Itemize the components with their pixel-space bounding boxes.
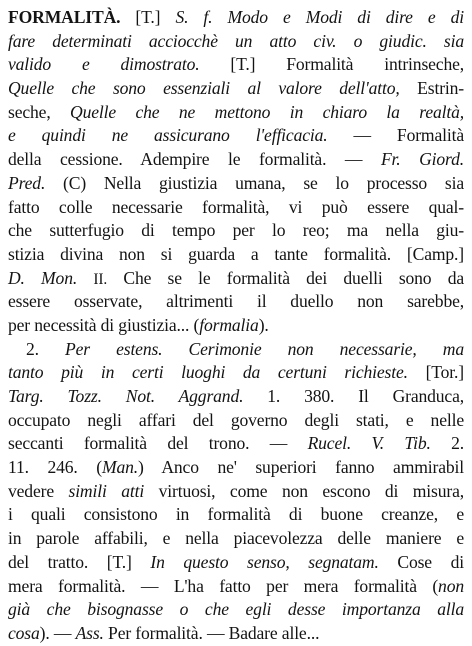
text-segment: seccanti formalità del trono. — [8, 433, 308, 454]
text-line [8, 575, 464, 599]
headword: FORMALITÀ. [8, 7, 121, 27]
text-line [8, 196, 464, 220]
text-segment: ) Anco ne' superiori fanno ammirabil [138, 457, 464, 478]
italic-text: Pred. [8, 172, 46, 193]
text-segment: 1. 380. Il Granduca, [243, 386, 464, 406]
italic-text: fare determinati acciocchè un atto civ. o giudic. sia [8, 30, 464, 51]
text-line [8, 77, 464, 101]
italic-text: In questo senso, segnatam. [150, 551, 379, 572]
text-segment: occupato negli affari del governo degli stati, e nelle [8, 409, 464, 430]
text-segment: per necessità di giustizia... ( [8, 314, 200, 335]
text-segment: Per formalità. — Badare alle... [103, 622, 320, 643]
text-segment: mera formalità. — L'ha fatto per mera formalità ( [8, 575, 439, 596]
text-segment: 2. [26, 338, 66, 359]
italic-text: Rucel. V. Tib. [307, 433, 431, 454]
text-line [8, 622, 464, 646]
italic-text: valido e dimostrato. [8, 54, 200, 75]
text-line [8, 267, 464, 291]
italic-text: Per estens. Cerimonie non necessarie, ma [65, 338, 464, 359]
italic-text: Quelle che sono essenziali al valore dell'atto, [8, 78, 400, 99]
text-line [8, 219, 464, 243]
text-segment: 2. [430, 433, 464, 454]
text-segment [77, 268, 93, 288]
italic-text: simili atti [68, 480, 145, 501]
dictionary-entry-formalita [8, 6, 464, 646]
italic-text: formalia [199, 314, 259, 335]
text-line [8, 480, 464, 504]
text-line [8, 456, 464, 480]
text-line [8, 148, 464, 172]
text-line [8, 243, 464, 267]
text-segment: in parole affabili, e nella piacevolezza delle maniere e [8, 528, 464, 549]
text-line [8, 101, 464, 125]
text-segment: vedere [8, 480, 69, 501]
text-line [8, 6, 464, 30]
text-segment: della cessione. Adempire le formalità. — [8, 149, 381, 170]
text-segment: virtuosi, come non escono di misura, [144, 480, 464, 501]
text-segment: [Tor.] [407, 362, 464, 383]
text-segment: i quali consistono in formalità di buone creanze, e [8, 504, 464, 525]
text-segment: che sutterfugio di tempo per lo reo; ma nella giu- [8, 220, 464, 241]
text-segment: Estrin- [399, 78, 464, 99]
italic-text: Quelle che ne mettono in chiaro la realtà, [70, 101, 464, 122]
text-line [8, 53, 464, 77]
italic-text: D. Mon. [8, 267, 78, 288]
text-line [8, 290, 464, 314]
italic-text: e quindi ne assicurano l'efficacia. [8, 125, 328, 146]
text-segment: del tratto. [T.] [8, 551, 151, 572]
text-line [8, 503, 464, 527]
italic-text: cosa [8, 622, 40, 643]
text-line [8, 338, 464, 362]
text-segment: Cose di [378, 551, 464, 572]
text-line [8, 527, 464, 551]
text-line [8, 409, 464, 433]
text-segment: essere osservate, altrimenti il duello non sarebbe, [8, 291, 464, 312]
italic-text: tanto più in certi luoghi da certuni richieste. [8, 362, 408, 383]
text-segment: Che se le formalità dei duelli sono da [107, 267, 465, 288]
text-line [8, 432, 464, 456]
italic-text: Man. [101, 457, 139, 478]
text-segment: stizia divina non si guarda a tante formalità. [Camp.] [8, 243, 464, 264]
text-segment: seche, [8, 101, 71, 122]
italic-text: non [438, 575, 464, 596]
italic-text: già che bisognasse o che egli desse importanza alla [8, 599, 464, 620]
text-segment: [T.] Formalità intrinseche, [199, 54, 465, 75]
italic-text: S. f. Modo e Modi di dire e di [175, 7, 464, 27]
text-line [8, 314, 464, 338]
text-segment: [T.] [120, 7, 176, 27]
roman-numeral: II. [93, 270, 108, 288]
text-segment: fatto colle necessarie formalità, vi può essere qual- [8, 196, 464, 217]
text-segment: 11. 246. ( [8, 457, 102, 478]
text-segment: ). [258, 314, 269, 335]
italic-text: Fr. Giord. [380, 149, 464, 170]
text-line [8, 551, 464, 575]
text-segment: (C) Nella giustizia umana, se lo processo sia [45, 172, 464, 193]
text-line [8, 361, 464, 385]
text-line [8, 172, 464, 196]
italic-text: Targ. Tozz. Not. Aggrand. [8, 386, 244, 406]
text-line [8, 30, 464, 54]
text-segment: ). — [39, 622, 76, 643]
text-line [8, 385, 464, 409]
text-line [8, 124, 464, 148]
text-line [8, 598, 464, 622]
italic-text: Ass. [75, 622, 104, 643]
text-segment: — Formalità [327, 125, 464, 146]
